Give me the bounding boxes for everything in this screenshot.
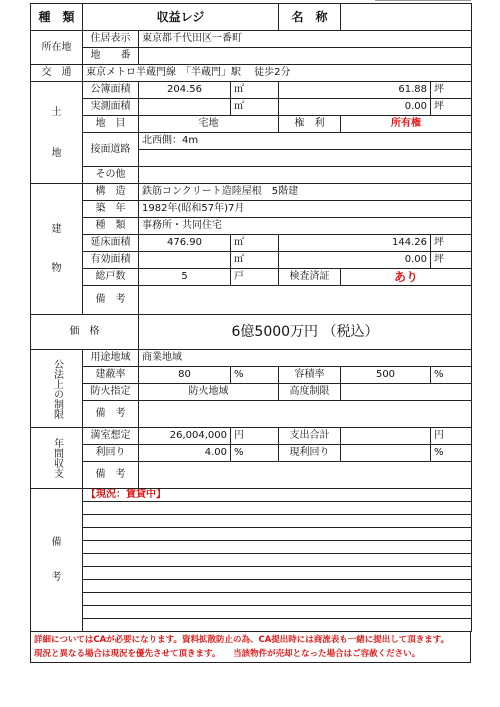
price-value: 6億5000万円 （税込） — [139, 315, 472, 350]
zoning-value: 商業地域 — [139, 350, 472, 367]
address-label: 住居表示 — [83, 31, 139, 48]
building-remarks-label: 備 考 — [83, 286, 139, 315]
eff-area-label: 有効面積 — [83, 252, 139, 269]
notes-section-label — [31, 489, 83, 632]
notes-status: 【現況：賃貸中】 — [83, 489, 472, 502]
reg-area-sqm-unit: ㎡ — [231, 82, 279, 99]
land-section-label — [31, 82, 83, 184]
price-row — [31, 315, 472, 350]
header-row — [31, 4, 472, 31]
category-label: 地 目 — [83, 116, 139, 133]
zoning-label: 用途地域 — [83, 350, 139, 367]
floor-area-tsubo: 144.26 — [279, 235, 431, 252]
notes-line-cell — [83, 541, 472, 554]
exp-value — [341, 428, 431, 445]
meas-area-sqm — [139, 99, 231, 116]
built-label: 築 年 — [83, 201, 139, 218]
income-label: 年間収支 — [51, 438, 63, 478]
lot-value — [139, 48, 472, 65]
address-value: 東京都千代田区一番町 — [139, 31, 472, 48]
legal-zoning-row — [31, 350, 472, 367]
meas-area-sqm-unit: ㎡ — [231, 99, 279, 116]
category-value: 宅地 — [139, 116, 279, 133]
rights-value: 所有権 — [341, 116, 472, 133]
location-label: 所在地 — [31, 31, 83, 65]
height-value — [341, 384, 472, 401]
footer-notes — [30, 632, 471, 663]
land-meas-area-row — [31, 99, 472, 116]
notes-line — [31, 619, 472, 632]
meas-area-tsubo: 0.00 — [279, 99, 431, 116]
notes-label-bottom: 考 — [51, 572, 62, 583]
full-unit: 円 — [231, 428, 279, 445]
notes-line — [31, 554, 472, 567]
notes-line — [31, 502, 472, 515]
land-other-row — [31, 167, 472, 184]
cur-yield-value — [341, 445, 431, 462]
income-remarks-row — [31, 462, 472, 489]
reg-area-sqm: 204.56 — [139, 82, 231, 99]
building-remarks-value — [139, 286, 472, 315]
building-floor-area-row — [31, 235, 472, 252]
inspection-value: あり — [341, 269, 472, 286]
full-value: 26,004,000 — [139, 428, 231, 445]
footer-line-2: 現況と異なる場合は現況を優先させて頂きます。 当該物件が売却となった場合はご容赦ください。 — [34, 649, 421, 659]
notes-line-cell — [83, 567, 472, 580]
notes-line-cell — [83, 593, 472, 606]
bcr-label: 建蔽率 — [83, 367, 139, 384]
far-label: 容積率 — [279, 367, 341, 384]
built-value: 1982年(昭和57年)7月 — [139, 201, 472, 218]
type-label: 種 類 — [31, 4, 83, 31]
building-kind-row — [31, 218, 472, 235]
fire-value: 防火地域 — [139, 384, 279, 401]
transport-label: 交 通 — [31, 65, 83, 82]
floor-area-label: 延床面積 — [83, 235, 139, 252]
floor-area-sqm-unit: ㎡ — [231, 235, 279, 252]
location-address-row — [31, 31, 472, 48]
road-label: 接面道路 — [83, 133, 139, 167]
reg-area-tsubo-unit: 坪 — [431, 82, 472, 99]
legal-remarks-value — [139, 401, 472, 428]
property-table — [30, 3, 472, 632]
meas-area-tsubo-unit: 坪 — [431, 99, 472, 116]
income-remarks-value — [139, 462, 472, 489]
transport-row — [31, 65, 472, 82]
floor-area-tsubo-unit: 坪 — [431, 235, 472, 252]
legal-remarks-label: 備 考 — [83, 401, 139, 428]
notes-line-cell — [83, 619, 472, 632]
kind-value: 事務所・共同住宅 — [139, 218, 472, 235]
legal-fire-row — [31, 384, 472, 401]
full-label: 満室想定 — [83, 428, 139, 445]
income-remarks-label: 備 考 — [83, 462, 139, 489]
far-unit: % — [431, 367, 472, 384]
notes-line-cell — [83, 528, 472, 541]
notes-line-cell — [83, 580, 472, 593]
notes-line — [31, 580, 472, 593]
yield-unit: % — [231, 445, 279, 462]
legal-ratio-row — [31, 367, 472, 384]
floor-area-sqm: 476.90 — [139, 235, 231, 252]
income-yield-row — [31, 445, 472, 462]
building-built-row — [31, 201, 472, 218]
name-label: 名 称 — [279, 4, 341, 31]
notes-label-top: 備 — [51, 537, 62, 548]
rights-label: 権 利 — [279, 116, 341, 133]
land-road-row — [31, 133, 472, 150]
road-value: 北西側：4m — [139, 133, 472, 150]
other-value — [139, 167, 472, 184]
cur-yield-label: 現利回り — [279, 445, 341, 462]
eff-area-tsubo: 0.00 — [279, 252, 431, 269]
units-unit: 戸 — [231, 269, 279, 286]
property-sheet — [30, 3, 471, 663]
notes-line-cell — [83, 554, 472, 567]
units-value: 5 — [139, 269, 231, 286]
notes-line — [31, 541, 472, 554]
income-full-row — [31, 428, 472, 445]
notes-line-cell — [83, 515, 472, 528]
land-reg-area-row — [31, 82, 472, 99]
yield-value: 4.00 — [139, 445, 231, 462]
exp-label: 支出合計 — [279, 428, 341, 445]
building-units-row — [31, 269, 472, 286]
land-category-row — [31, 116, 472, 133]
notes-line — [31, 567, 472, 580]
legal-label: 公法上の制限 — [51, 358, 63, 419]
bcr-unit: % — [231, 367, 279, 384]
meas-area-label: 実測面積 — [83, 99, 139, 116]
exp-unit: 円 — [431, 428, 472, 445]
yield-label: 利回り — [83, 445, 139, 462]
building-label-top: 建 — [51, 224, 62, 235]
building-section-label — [31, 184, 83, 315]
eff-area-sqm — [139, 252, 231, 269]
building-structure-row — [31, 184, 472, 201]
other-label: その他 — [83, 167, 139, 184]
height-label: 高度制限 — [279, 384, 341, 401]
structure-value: 鉄筋コンクリート造陸屋根 5階建 — [139, 184, 472, 201]
kind-label: 種 類 — [83, 218, 139, 235]
footer-line-1: 詳細についてはCAが必要になります。資料拡散防止の為、CA提出時には商流表も一緒に提出して頂きます。 — [34, 635, 450, 645]
income-section-label — [31, 428, 83, 489]
far-value: 500 — [341, 367, 431, 384]
units-label: 総戸数 — [83, 269, 139, 286]
legal-remarks-row — [31, 401, 472, 428]
notes-line-cell — [83, 502, 472, 515]
fire-label: 防火指定 — [83, 384, 139, 401]
notes-line — [31, 515, 472, 528]
name-value — [341, 4, 472, 31]
building-eff-area-row — [31, 252, 472, 269]
legal-section-label — [31, 350, 83, 428]
notes-line — [31, 593, 472, 606]
type-value: 収益レジ — [83, 4, 279, 31]
building-label-bottom: 物 — [51, 263, 62, 274]
notes-line — [31, 606, 472, 619]
cur-yield-unit: % — [431, 445, 472, 462]
eff-area-sqm-unit: ㎡ — [231, 252, 279, 269]
road-value-extra — [139, 150, 472, 167]
location-lot-row — [31, 48, 472, 65]
land-label-bottom: 地 — [51, 147, 62, 159]
reg-area-label: 公簿面積 — [83, 82, 139, 99]
land-label-top: 土 — [51, 106, 62, 118]
bcr-value: 80 — [139, 367, 231, 384]
eff-area-tsubo-unit: 坪 — [431, 252, 472, 269]
notes-status-row — [31, 489, 472, 502]
transport-value: 東京メトロ半蔵門線 「半蔵門」駅 徒歩2分 — [83, 65, 472, 82]
structure-label: 構 造 — [83, 184, 139, 201]
inspection-label: 検査済証 — [279, 269, 341, 286]
lot-label: 地 番 — [83, 48, 139, 65]
reg-area-tsubo: 61.88 — [279, 82, 431, 99]
price-label: 価 格 — [31, 315, 139, 350]
building-remarks-row — [31, 286, 472, 315]
notes-line-cell — [83, 606, 472, 619]
notes-line — [31, 528, 472, 541]
